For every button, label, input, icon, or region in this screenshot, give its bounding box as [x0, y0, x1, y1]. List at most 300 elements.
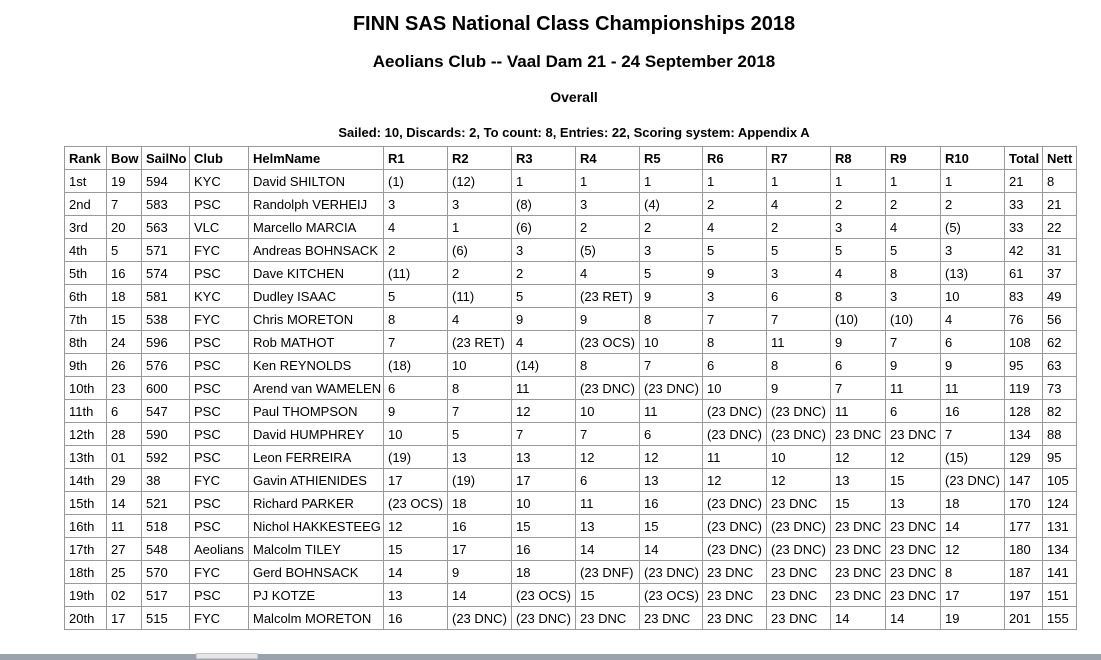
cell-r4: (23 RET)	[576, 285, 640, 308]
cell-sailno: 518	[142, 515, 190, 538]
cell-r2: 13	[448, 446, 512, 469]
cell-r8: 12	[831, 446, 886, 469]
cell-club: PSC	[190, 331, 249, 354]
cell-total: 21	[1005, 170, 1043, 193]
cell-r6: 23 DNC	[703, 584, 767, 607]
cell-r6: 6	[703, 354, 767, 377]
cell-sailno: 538	[142, 308, 190, 331]
cell-helmname: Leon FERREIRA	[249, 446, 384, 469]
cell-r4: 8	[576, 354, 640, 377]
cell-helmname: Malcolm MORETON	[249, 607, 384, 630]
cell-total: 128	[1005, 400, 1043, 423]
cell-r6: 7	[703, 308, 767, 331]
cell-helmname: Dudley ISAAC	[249, 285, 384, 308]
cell-total: 177	[1005, 515, 1043, 538]
cell-r9: 23 DNC	[886, 423, 941, 446]
cell-helmname: PJ KOTZE	[249, 584, 384, 607]
cell-r1: 14	[384, 561, 448, 584]
cell-rank: 20th	[65, 607, 107, 630]
cell-r8: 7	[831, 377, 886, 400]
cell-helmname: Dave KITCHEN	[249, 262, 384, 285]
column-header-r7: R7	[767, 147, 831, 170]
cell-total: 76	[1005, 308, 1043, 331]
cell-r4: 3	[576, 193, 640, 216]
cell-r10: (13)	[941, 262, 1005, 285]
cell-r7: (23 DNC)	[767, 423, 831, 446]
cell-club: PSC	[190, 193, 249, 216]
cell-rank: 13th	[65, 446, 107, 469]
cell-r1: 2	[384, 239, 448, 262]
table-row	[65, 400, 1077, 423]
cell-r5: 7	[640, 354, 703, 377]
cell-total: 33	[1005, 193, 1043, 216]
cell-bow: 01	[107, 446, 142, 469]
cell-r5: 23 DNC	[640, 607, 703, 630]
cell-r9: (10)	[886, 308, 941, 331]
cell-r9: 2	[886, 193, 941, 216]
cell-total: 134	[1005, 423, 1043, 446]
cell-r9: 9	[886, 354, 941, 377]
cell-rank: 8th	[65, 331, 107, 354]
cell-r5: 12	[640, 446, 703, 469]
cell-r7: 5	[767, 239, 831, 262]
cell-bow: 26	[107, 354, 142, 377]
cell-r4: 7	[576, 423, 640, 446]
cell-r5: 13	[640, 469, 703, 492]
cell-total: 197	[1005, 584, 1043, 607]
scrollbar-thumb[interactable]	[196, 653, 258, 659]
cell-r6: 11	[703, 446, 767, 469]
cell-total: 180	[1005, 538, 1043, 561]
cell-r8: 23 DNC	[831, 423, 886, 446]
cell-r1: 3	[384, 193, 448, 216]
cell-r3: (14)	[512, 354, 576, 377]
section-heading: Overall	[550, 89, 598, 105]
cell-r3: (23 DNC)	[512, 607, 576, 630]
cell-total: 42	[1005, 239, 1043, 262]
cell-r4: (23 DNF)	[576, 561, 640, 584]
cell-r5: 1	[640, 170, 703, 193]
cell-nett: 21	[1043, 193, 1077, 216]
cell-rank: 1st	[65, 170, 107, 193]
cell-bow: 15	[107, 308, 142, 331]
cell-r8: 14	[831, 607, 886, 630]
cell-r5: 14	[640, 538, 703, 561]
cell-club: VLC	[190, 216, 249, 239]
cell-total: 108	[1005, 331, 1043, 354]
cell-r3: 11	[512, 377, 576, 400]
cell-bow: 7	[107, 193, 142, 216]
column-header-r10: R10	[941, 147, 1005, 170]
cell-r7: (23 DNC)	[767, 515, 831, 538]
cell-r9: 23 DNC	[886, 515, 941, 538]
cell-r9: 15	[886, 469, 941, 492]
cell-r4: 4	[576, 262, 640, 285]
table-row	[65, 492, 1077, 515]
cell-r7: (23 DNC)	[767, 538, 831, 561]
cell-r2: 10	[448, 354, 512, 377]
cell-r5: 3	[640, 239, 703, 262]
cell-r10: 2	[941, 193, 1005, 216]
table-row	[65, 423, 1077, 446]
cell-sailno: 515	[142, 607, 190, 630]
cell-club: PSC	[190, 584, 249, 607]
cell-sailno: 596	[142, 331, 190, 354]
cell-r8: 9	[831, 331, 886, 354]
table-row	[65, 538, 1077, 561]
cell-r3: 2	[512, 262, 576, 285]
cell-club: PSC	[190, 492, 249, 515]
cell-r1: (18)	[384, 354, 448, 377]
table-row	[65, 469, 1077, 492]
cell-r10: 16	[941, 400, 1005, 423]
cell-nett: 88	[1043, 423, 1077, 446]
cell-sailno: 547	[142, 400, 190, 423]
cell-r2: (19)	[448, 469, 512, 492]
cell-r9: 3	[886, 285, 941, 308]
results-table	[64, 146, 1077, 630]
cell-r2: 5	[448, 423, 512, 446]
cell-r1: 7	[384, 331, 448, 354]
cell-helmname: Ken REYNOLDS	[249, 354, 384, 377]
cell-r3: 17	[512, 469, 576, 492]
cell-bow: 17	[107, 607, 142, 630]
cell-nett: 82	[1043, 400, 1077, 423]
cell-r2: 2	[448, 262, 512, 285]
cell-r5: 8	[640, 308, 703, 331]
cell-r10: (23 DNC)	[941, 469, 1005, 492]
cell-rank: 11th	[65, 400, 107, 423]
column-header-sailno: SailNo	[142, 147, 190, 170]
cell-r8: 23 DNC	[831, 584, 886, 607]
cell-r10: 19	[941, 607, 1005, 630]
cell-helmname: Paul THOMPSON	[249, 400, 384, 423]
cell-r10: 6	[941, 331, 1005, 354]
table-header-row	[65, 147, 1077, 170]
cell-r2: (23 DNC)	[448, 607, 512, 630]
cell-helmname: Marcello MARCIA	[249, 216, 384, 239]
cell-r1: 4	[384, 216, 448, 239]
cell-r9: 4	[886, 216, 941, 239]
cell-helmname: Rob MATHOT	[249, 331, 384, 354]
cell-r8: 2	[831, 193, 886, 216]
cell-r2: 9	[448, 561, 512, 584]
cell-sailno: 521	[142, 492, 190, 515]
cell-club: FYC	[190, 239, 249, 262]
cell-r1: 17	[384, 469, 448, 492]
cell-r1: 15	[384, 538, 448, 561]
cell-r10: 3	[941, 239, 1005, 262]
cell-r6: (23 DNC)	[703, 400, 767, 423]
table-row	[65, 607, 1077, 630]
cell-r1: (23 OCS)	[384, 492, 448, 515]
cell-r10: 7	[941, 423, 1005, 446]
page-title: FINN SAS National Class Championships 2018	[352, 13, 796, 35]
cell-r6: 3	[703, 285, 767, 308]
column-header-nett: Nett	[1043, 147, 1077, 170]
cell-rank: 15th	[65, 492, 107, 515]
table-row	[65, 561, 1077, 584]
cell-club: PSC	[190, 377, 249, 400]
cell-r3: 10	[512, 492, 576, 515]
cell-r7: 9	[767, 377, 831, 400]
column-header-r8: R8	[831, 147, 886, 170]
cell-helmname: Nichol HAKKESTEEG	[249, 515, 384, 538]
cell-r10: 12	[941, 538, 1005, 561]
cell-club: PSC	[190, 354, 249, 377]
cell-r7: 4	[767, 193, 831, 216]
cell-nett: 134	[1043, 538, 1077, 561]
cell-nett: 155	[1043, 607, 1077, 630]
cell-r7: 11	[767, 331, 831, 354]
cell-helmname: Andreas BOHNSACK	[249, 239, 384, 262]
cell-r3: (6)	[512, 216, 576, 239]
cell-nett: 73	[1043, 377, 1077, 400]
table-row	[65, 193, 1077, 216]
cell-nett: 31	[1043, 239, 1077, 262]
cell-r7: 8	[767, 354, 831, 377]
cell-r6: (23 DNC)	[703, 515, 767, 538]
cell-club: PSC	[190, 446, 249, 469]
cell-helmname: Gerd BOHNSACK	[249, 561, 384, 584]
cell-r7: 23 DNC	[767, 561, 831, 584]
cell-r5: (23 OCS)	[640, 584, 703, 607]
cell-r9: 13	[886, 492, 941, 515]
cell-helmname: David SHILTON	[249, 170, 384, 193]
cell-r4: 12	[576, 446, 640, 469]
cell-club: FYC	[190, 469, 249, 492]
cell-r7: 7	[767, 308, 831, 331]
cell-rank: 19th	[65, 584, 107, 607]
cell-club: KYC	[190, 285, 249, 308]
cell-nett: 63	[1043, 354, 1077, 377]
cell-club: PSC	[190, 515, 249, 538]
cell-r8: 8	[831, 285, 886, 308]
cell-r6: 4	[703, 216, 767, 239]
cell-r4: 10	[576, 400, 640, 423]
cell-rank: 7th	[65, 308, 107, 331]
cell-r1: 13	[384, 584, 448, 607]
cell-helmname: Malcolm TILEY	[249, 538, 384, 561]
cell-club: Aeolians	[190, 538, 249, 561]
cell-r10: 8	[941, 561, 1005, 584]
cell-r6: (23 DNC)	[703, 538, 767, 561]
cell-nett: 8	[1043, 170, 1077, 193]
cell-r8: 6	[831, 354, 886, 377]
cell-nett: 105	[1043, 469, 1077, 492]
table-row	[65, 354, 1077, 377]
cell-r7: 23 DNC	[767, 607, 831, 630]
cell-bow: 23	[107, 377, 142, 400]
cell-rank: 16th	[65, 515, 107, 538]
cell-r6: 5	[703, 239, 767, 262]
cell-r3: (23 OCS)	[512, 584, 576, 607]
cell-r9: 12	[886, 446, 941, 469]
cell-rank: 3rd	[65, 216, 107, 239]
cell-club: PSC	[190, 400, 249, 423]
cell-rank: 10th	[65, 377, 107, 400]
cell-rank: 5th	[65, 262, 107, 285]
cell-r1: 10	[384, 423, 448, 446]
table-row	[65, 377, 1077, 400]
cell-r4: 11	[576, 492, 640, 515]
table-row	[65, 515, 1077, 538]
cell-r3: 7	[512, 423, 576, 446]
cell-r4: (5)	[576, 239, 640, 262]
cell-club: PSC	[190, 262, 249, 285]
cell-r4: 9	[576, 308, 640, 331]
column-header-helmname: HelmName	[249, 147, 384, 170]
cell-r3: 3	[512, 239, 576, 262]
cell-r3: 12	[512, 400, 576, 423]
column-header-r5: R5	[640, 147, 703, 170]
cell-r3: 15	[512, 515, 576, 538]
cell-total: 83	[1005, 285, 1043, 308]
cell-r2: 17	[448, 538, 512, 561]
cell-r7: 6	[767, 285, 831, 308]
cell-sailno: 581	[142, 285, 190, 308]
table-row	[65, 308, 1077, 331]
cell-total: 61	[1005, 262, 1043, 285]
column-header-total: Total	[1005, 147, 1043, 170]
cell-rank: 14th	[65, 469, 107, 492]
cell-nett: 141	[1043, 561, 1077, 584]
column-header-r1: R1	[384, 147, 448, 170]
cell-r10: 18	[941, 492, 1005, 515]
cell-r7: (23 DNC)	[767, 400, 831, 423]
cell-helmname: Gavin ATHIENIDES	[249, 469, 384, 492]
cell-r8: 3	[831, 216, 886, 239]
cell-r8: 11	[831, 400, 886, 423]
cell-r8: 5	[831, 239, 886, 262]
horizontal-scrollbar[interactable]	[0, 654, 1101, 660]
cell-rank: 9th	[65, 354, 107, 377]
cell-r4: 14	[576, 538, 640, 561]
cell-nett: 124	[1043, 492, 1077, 515]
cell-r1: (1)	[384, 170, 448, 193]
cell-r4: (23 OCS)	[576, 331, 640, 354]
cell-helmname: David HUMPHREY	[249, 423, 384, 446]
cell-r10: 14	[941, 515, 1005, 538]
cell-r8: 23 DNC	[831, 538, 886, 561]
cell-bow: 5	[107, 239, 142, 262]
cell-r2: 8	[448, 377, 512, 400]
cell-r5: (4)	[640, 193, 703, 216]
cell-r7: 3	[767, 262, 831, 285]
cell-r3: 4	[512, 331, 576, 354]
cell-r8: 4	[831, 262, 886, 285]
cell-sailno: 38	[142, 469, 190, 492]
cell-r7: 23 DNC	[767, 584, 831, 607]
cell-r9: 5	[886, 239, 941, 262]
column-header-rank: Rank	[65, 147, 107, 170]
table-row	[65, 239, 1077, 262]
cell-r3: 9	[512, 308, 576, 331]
cell-r6: 23 DNC	[703, 607, 767, 630]
cell-r4: (23 DNC)	[576, 377, 640, 400]
cell-helmname: Arend van WAMELEN	[249, 377, 384, 400]
cell-total: 170	[1005, 492, 1043, 515]
cell-r6: 23 DNC	[703, 561, 767, 584]
cell-r5: 10	[640, 331, 703, 354]
cell-r5: 9	[640, 285, 703, 308]
cell-r1: (19)	[384, 446, 448, 469]
cell-sailno: 563	[142, 216, 190, 239]
cell-r9: 1	[886, 170, 941, 193]
cell-total: 95	[1005, 354, 1043, 377]
cell-bow: 28	[107, 423, 142, 446]
cell-r2: (6)	[448, 239, 512, 262]
cell-r9: 6	[886, 400, 941, 423]
cell-r10: (5)	[941, 216, 1005, 239]
cell-bow: 11	[107, 515, 142, 538]
cell-sailno: 583	[142, 193, 190, 216]
cell-r8: 13	[831, 469, 886, 492]
column-header-r2: R2	[448, 147, 512, 170]
cell-r3: 1	[512, 170, 576, 193]
cell-r1: 8	[384, 308, 448, 331]
cell-r8: (10)	[831, 308, 886, 331]
cell-r3: 13	[512, 446, 576, 469]
cell-r3: 16	[512, 538, 576, 561]
column-header-r3: R3	[512, 147, 576, 170]
cell-r8: 23 DNC	[831, 561, 886, 584]
cell-r5: 2	[640, 216, 703, 239]
cell-r8: 1	[831, 170, 886, 193]
cell-r4: 23 DNC	[576, 607, 640, 630]
table-row	[65, 584, 1077, 607]
cell-sailno: 570	[142, 561, 190, 584]
cell-sailno: 517	[142, 584, 190, 607]
cell-r10: 9	[941, 354, 1005, 377]
cell-nett: 37	[1043, 262, 1077, 285]
cell-r6: (23 DNC)	[703, 423, 767, 446]
cell-r3: 5	[512, 285, 576, 308]
table-row	[65, 285, 1077, 308]
table-row	[65, 446, 1077, 469]
cell-r6: (23 DNC)	[703, 492, 767, 515]
cell-r2: (23 RET)	[448, 331, 512, 354]
cell-rank: 12th	[65, 423, 107, 446]
cell-r8: 23 DNC	[831, 515, 886, 538]
cell-r1: 12	[384, 515, 448, 538]
cell-r2: 4	[448, 308, 512, 331]
cell-bow: 27	[107, 538, 142, 561]
cell-total: 187	[1005, 561, 1043, 584]
cell-r10: 11	[941, 377, 1005, 400]
cell-r1: 5	[384, 285, 448, 308]
cell-r5: 11	[640, 400, 703, 423]
cell-bow: 16	[107, 262, 142, 285]
cell-r7: 10	[767, 446, 831, 469]
cell-sailno: 576	[142, 354, 190, 377]
cell-r2: 14	[448, 584, 512, 607]
cell-nett: 151	[1043, 584, 1077, 607]
cell-r9: 11	[886, 377, 941, 400]
cell-r6: 12	[703, 469, 767, 492]
cell-sailno: 592	[142, 446, 190, 469]
cell-bow: 6	[107, 400, 142, 423]
cell-r4: 13	[576, 515, 640, 538]
cell-r10: 4	[941, 308, 1005, 331]
cell-r2: (11)	[448, 285, 512, 308]
cell-total: 201	[1005, 607, 1043, 630]
cell-total: 147	[1005, 469, 1043, 492]
cell-r9: 23 DNC	[886, 561, 941, 584]
cell-r7: 23 DNC	[767, 492, 831, 515]
cell-r9: 23 DNC	[886, 584, 941, 607]
table-row	[65, 216, 1077, 239]
